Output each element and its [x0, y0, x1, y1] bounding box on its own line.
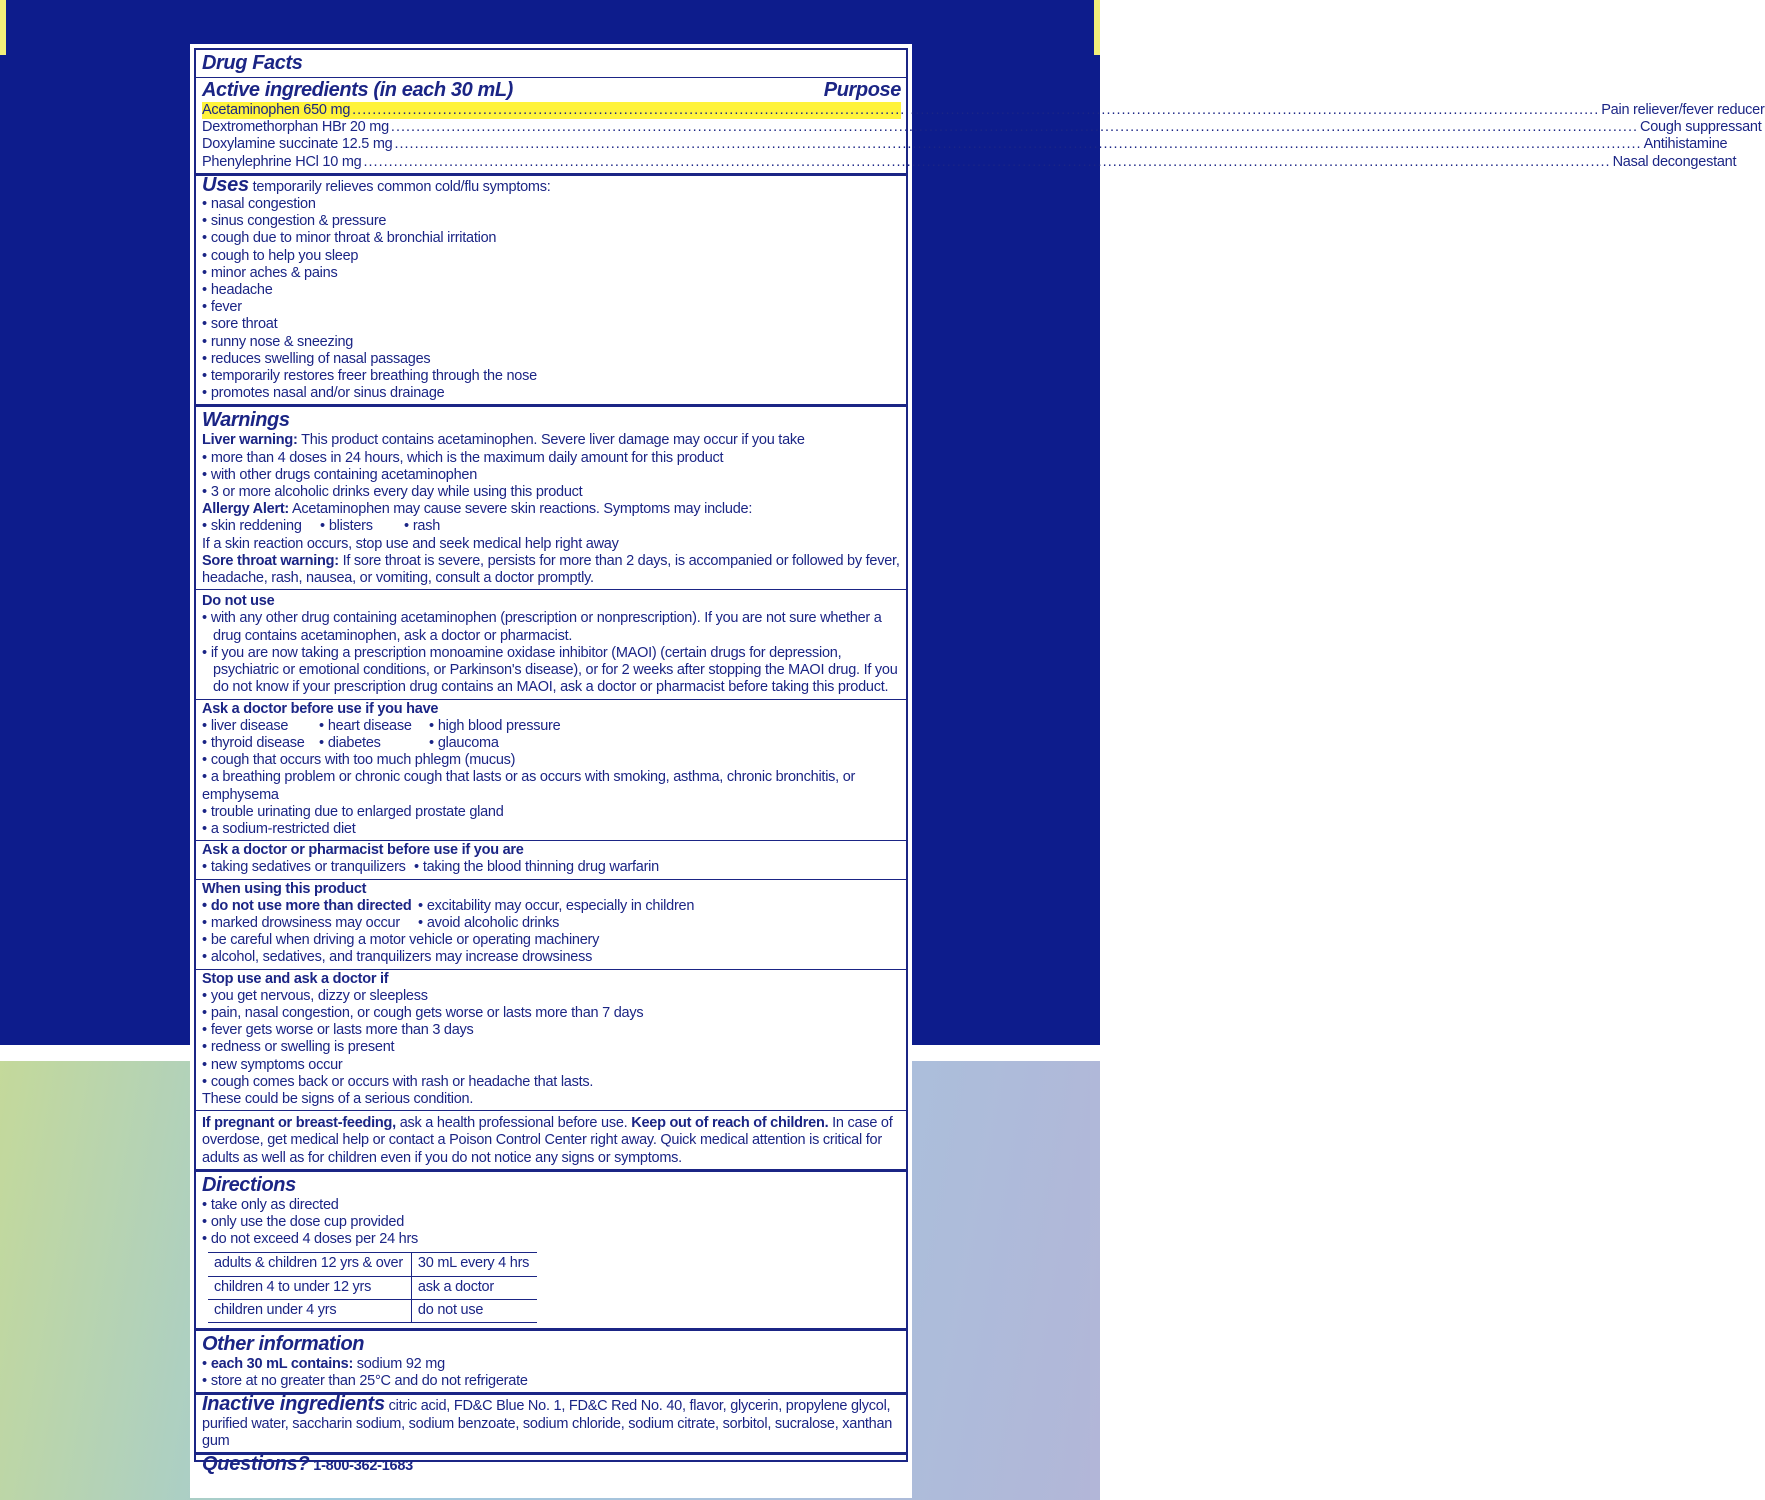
ask-doctor-section	[196, 699, 906, 841]
ask-pharmacist-section	[196, 840, 906, 878]
when-using-item: • alcohol, sedatives, and tranquilizers may increase drowsiness	[202, 949, 901, 966]
sore-throat-warning-text: If sore throat is severe, persists for more than 2 days, is accompanied or followed by fever, headache, rash, nausea, or vomiting, consult a doctor promptly.	[202, 552, 900, 587]
ask-pharmacist-item: • taking sedatives or tranquilizers	[202, 859, 414, 876]
corner-mark-left	[0, 0, 6, 55]
do-not-use-item: • if you are now taking a prescription monoamine oxidase inhibitor (MAOI) (certain drugs for depression, psychiatric or emotional conditions, or Parkinson's disease), or for 2 weeks after stopping the MAOI drug. If you do not know if your prescription drug contains an MAOI, ask a doctor or pharmacist before taking this product.	[202, 645, 901, 697]
title-section	[196, 50, 906, 77]
uses-section	[196, 173, 906, 405]
active-ingredients-section	[196, 77, 1765, 173]
warnings-header: Warnings	[202, 409, 290, 432]
when-using-item: • avoid alcoholic drinks	[418, 915, 559, 932]
when-using-item: • marked drowsiness may occur	[202, 915, 418, 932]
other-information-header: Other information	[202, 1333, 365, 1355]
dosage-row	[208, 1253, 537, 1276]
when-using-item: • excitability may occur, especially in children	[418, 898, 694, 915]
liver-warning-item: • with other drugs containing acetaminophen	[202, 467, 901, 484]
when-using-section	[196, 879, 906, 969]
stop-use-item: • new symptoms occur	[202, 1057, 901, 1074]
dosage-amount: 30 mL every 4 hrs	[411, 1253, 537, 1276]
questions-section	[196, 1452, 906, 1477]
active-ingredients-header-row	[202, 78, 901, 102]
dosage-age: children 4 to under 12 yrs	[208, 1276, 411, 1299]
corner-mark-right	[1094, 0, 1100, 55]
dosage-row	[208, 1299, 537, 1322]
liver-warning-item: • more than 4 doses in 24 hours, which is the maximum daily amount for this product	[202, 450, 901, 467]
active-ingredient-row	[202, 153, 1737, 171]
dosage-age: children under 4 yrs	[208, 1299, 411, 1322]
do-not-use-header: Do not use	[202, 593, 275, 610]
drug-facts-box	[194, 48, 1765, 1476]
uses-item: • promotes nasal and/or sinus drainage	[202, 385, 901, 402]
inactive-ingredients-section	[196, 1392, 906, 1452]
active-ingredients-header: Active ingredients (in each 30 mL)	[202, 79, 513, 101]
when-using-grid-row	[202, 915, 901, 932]
uses-item: • sinus congestion & pressure	[202, 213, 901, 230]
condition-item: • glaucoma	[429, 735, 499, 752]
directions-item: • take only as directed	[202, 1197, 901, 1214]
directions-section	[196, 1169, 906, 1328]
dosage-row	[208, 1276, 537, 1299]
liver-warning-item: • 3 or more alcoholic drinks every day while using this product	[202, 484, 901, 501]
ingredient-purpose: Pain reliever/fever reducer	[1601, 102, 1765, 118]
uses-item: • sore throat	[202, 316, 901, 333]
condition-item: • trouble urinating due to enlarged prostate gland	[202, 804, 901, 821]
stop-use-item: • you get nervous, dizzy or sleepless	[202, 988, 901, 1005]
stop-use-item: • pain, nasal congestion, or cough gets worse or lasts more than 7 days	[202, 1005, 901, 1022]
ask-doctor-grid-row	[202, 735, 901, 752]
condition-item: • heart disease	[319, 718, 429, 735]
ingredient-name: Doxylamine succinate 12.5 mg	[202, 136, 393, 153]
active-ingredient-row	[202, 102, 1765, 119]
sodium-label: each 30 mL contains:	[210, 1356, 354, 1372]
skin-reaction-text: If a skin reaction occurs, stop use and seek medical help right away	[202, 535, 619, 552]
dosage-age: adults & children 12 yrs & over	[208, 1253, 411, 1276]
questions-phone: 1-800-362-1683	[309, 1458, 413, 1475]
uses-item: • reduces swelling of nasal passages	[202, 351, 901, 368]
stop-use-section	[196, 969, 906, 1111]
directions-header: Directions	[202, 1173, 296, 1196]
uses-item: • nasal congestion	[202, 196, 901, 213]
do-not-use-item: • with any other drug containing acetaminophen (prescription or nonprescription). If you are not sure whether a drug contains acetaminophen, ask a doctor or pharmacist.	[202, 610, 901, 644]
allergy-symptom: • blisters	[320, 518, 404, 535]
liver-warning-label: Liver warning:	[202, 432, 298, 449]
ask-doctor-header: Ask a doctor before use if you have	[202, 700, 439, 717]
uses-item: • temporarily restores freer breathing through the nose	[202, 368, 901, 385]
condition-item: • liver disease	[202, 718, 319, 735]
pregnancy-text: ask a health professional before use.	[395, 1115, 632, 1132]
sore-throat-warning-label: Sore throat warning:	[202, 552, 339, 569]
uses-item: • runny nose & sneezing	[202, 334, 901, 351]
storage-item: • store at no greater than 25°C and do not refrigerate	[202, 1373, 901, 1390]
purpose-header: Purpose	[823, 79, 901, 101]
inactive-ingredients-header: Inactive ingredients	[202, 1393, 385, 1416]
sodium-value: sodium 92 mg	[353, 1356, 445, 1372]
allergy-symptom: • skin reddening	[202, 518, 320, 535]
stop-use-item: • redness or swelling is present	[202, 1039, 901, 1056]
ingredient-name: Phenylephrine HCl 10 mg	[202, 153, 362, 170]
condition-item: • a sodium-restricted diet	[202, 821, 901, 838]
other-information-section	[196, 1328, 906, 1392]
ingredient-name: Dextromethorphan HBr 20 mg	[202, 119, 389, 136]
pregnancy-label: If pregnant or breast-feeding,	[202, 1115, 396, 1132]
uses-item: • cough to help you sleep	[202, 248, 901, 265]
inactive-ingredients-text: citric acid, FD&C Blue No. 1, FD&C Red No. 40, flavor, glycerin, propylene glycol, purified water, saccharin sodium, sodium benzoate, sodium chloride, sodium citrate, sorbitol, sucralose, xanthan gum	[202, 1398, 893, 1449]
ingredient-purpose: Antihistamine	[1643, 136, 1728, 153]
ask-pharmacist-item: • taking the blood thinning drug warfarin	[414, 859, 659, 876]
pregnancy-section	[196, 1110, 906, 1169]
ask-pharmacist-list	[202, 859, 901, 876]
uses-intro: temporarily relieves common cold/flu symptoms:	[248, 178, 551, 195]
stop-use-item: • cough comes back or occurs with rash or headache that lasts.	[202, 1074, 901, 1091]
allergy-alert-text: Acetaminophen may cause severe skin reactions. Symptoms may include:	[289, 501, 753, 518]
condition-item: • high blood pressure	[429, 718, 560, 735]
when-using-item: • be careful when driving a motor vehicle or operating machinery	[202, 932, 901, 949]
uses-item: • cough due to minor throat & bronchial irritation	[202, 230, 901, 247]
condition-item: • cough that occurs with too much phlegm (mucus)	[202, 752, 901, 769]
uses-header: Uses	[202, 173, 249, 196]
dosage-amount: do not use	[411, 1299, 537, 1322]
do-not-use-section	[196, 589, 906, 698]
overdose-text: In case of overdose, get medical help or contact a Poison Control Center right away. Quick medical attention is critical for adults as well as for children even if you do not notice any signs or symptoms.	[202, 1115, 893, 1166]
when-using-grid-row	[202, 898, 901, 915]
directions-item: • do not exceed 4 doses per 24 hrs	[202, 1231, 901, 1248]
stop-use-header: Stop use and ask a doctor if	[202, 970, 389, 987]
active-ingredient-row	[202, 119, 1762, 136]
uses-item: • minor aches & pains	[202, 265, 901, 282]
stop-use-note: These could be signs of a serious condition.	[202, 1090, 474, 1107]
ingredient-name: Acetaminophen 650 mg	[202, 102, 351, 118]
when-using-header: When using this product	[202, 880, 367, 897]
allergy-alert-label: Allergy Alert:	[202, 501, 290, 518]
ingredient-purpose: Nasal decongestant	[1612, 153, 1737, 170]
drug-facts-title: Drug Facts	[202, 52, 303, 74]
uses-item: • fever	[202, 299, 901, 316]
condition-item: • diabetes	[319, 735, 429, 752]
directions-item: • only use the dose cup provided	[202, 1214, 901, 1231]
ask-doctor-grid-row	[202, 718, 901, 735]
condition-item: • a breathing problem or chronic cough that lasts or as occurs with smoking, asthma, chronic bronchitis, or emphysema	[202, 769, 901, 803]
keep-out-of-reach: Keep out of reach of children.	[631, 1115, 829, 1132]
questions-header: Questions?	[202, 1453, 310, 1476]
allergy-symptom: • rash	[404, 518, 440, 535]
stop-use-item: • fever gets worse or lasts more than 3 days	[202, 1022, 901, 1039]
uses-item: • headache	[202, 282, 901, 299]
drug-facts-panel	[190, 44, 1765, 1498]
ingredient-purpose: Cough suppressant	[1640, 119, 1762, 136]
dosage-amount: ask a doctor	[411, 1276, 537, 1299]
ask-pharmacist-header: Ask a doctor or pharmacist before use if you are	[202, 842, 524, 859]
condition-item: • thyroid disease	[202, 735, 319, 752]
warnings-section	[196, 404, 906, 589]
allergy-symptom-list	[202, 518, 901, 535]
dosage-table	[208, 1252, 537, 1323]
liver-warning-text: This product contains acetaminophen. Severe liver damage may occur if you take	[297, 432, 805, 449]
active-ingredient-row	[202, 136, 1728, 153]
when-using-item: • do not use more than directed	[202, 898, 418, 915]
